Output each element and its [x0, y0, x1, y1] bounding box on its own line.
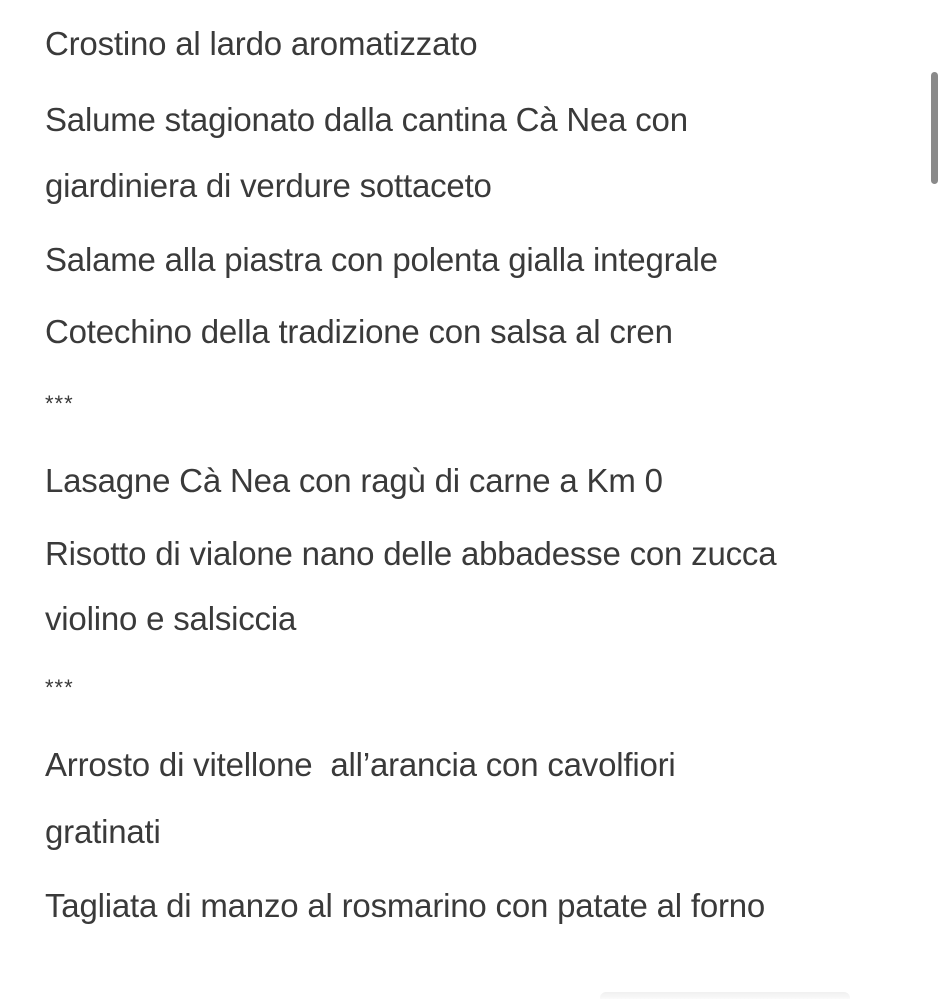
menu-line: Lasagne Cà Nea con ragù di carne a Km 0: [45, 462, 663, 499]
section-separator: ***: [45, 675, 74, 700]
menu-line: Salume stagionato dalla cantina Cà Nea con: [45, 101, 688, 138]
section-separator: ***: [45, 391, 74, 416]
menu-line: Tagliata di manzo al rosmarino con patate al forno: [45, 887, 766, 924]
bottom-edge-shadow: [600, 992, 850, 999]
menu-line: Arrosto di vitellone all’arancia con cavolfiori: [45, 746, 676, 783]
menu-line: Crostino al lardo aromatizzato: [45, 25, 478, 62]
menu-line: violino e salsiccia: [45, 600, 297, 637]
menu-line: gratinati: [45, 813, 161, 850]
vertical-scrollbar[interactable]: [931, 72, 938, 184]
menu-line: Salame alla piastra con polenta gialla integrale: [45, 241, 718, 278]
menu-line: Cotechino della tradizione con salsa al cren: [45, 313, 673, 350]
menu-line: Risotto di vialone nano delle abbadesse con zucca: [45, 535, 777, 572]
menu-line: giardiniera di verdure sottaceto: [45, 167, 492, 204]
